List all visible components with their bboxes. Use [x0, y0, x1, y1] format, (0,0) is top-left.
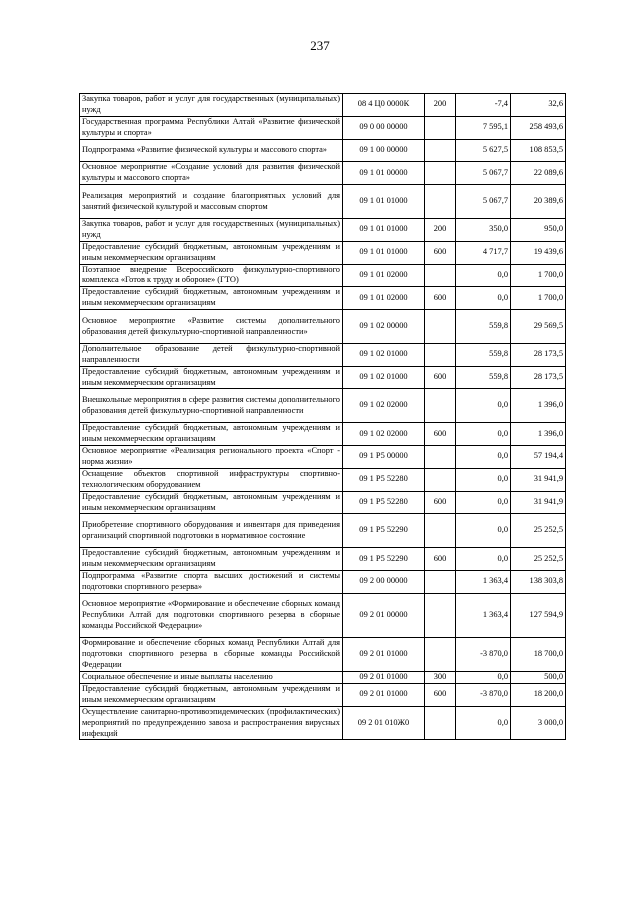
row-name: Государственная программа Республики Алтай «Развитие физической культуры и спорта»	[80, 116, 343, 139]
row-name: Социальное обеспечение и иные выплаты населению	[80, 672, 343, 684]
row-expense-type	[425, 310, 456, 344]
row-amount-change: 0,0	[456, 548, 511, 571]
row-amount-total: 28 173,5	[511, 366, 566, 389]
row-amount-total: 31 941,9	[511, 491, 566, 514]
row-expense-type	[425, 185, 456, 219]
row-amount-change: 559,8	[456, 366, 511, 389]
row-amount-total: 127 594,9	[511, 593, 566, 638]
row-code: 09 1 01 01000	[343, 218, 425, 241]
row-name: Основное мероприятие «Создание условий для развития физической культуры и массового спорта»	[80, 162, 343, 185]
row-amount-change: -7,4	[456, 94, 511, 117]
row-name: Оснащение объектов спортивной инфраструктуры спортивно-технологическим оборудованием	[80, 468, 343, 491]
row-code: 09 1 02 00000	[343, 310, 425, 344]
row-expense-type: 600	[425, 287, 456, 310]
row-code: 09 1 P5 52280	[343, 468, 425, 491]
row-expense-type	[425, 139, 456, 162]
row-code: 09 1 02 01000	[343, 366, 425, 389]
row-code: 09 2 01 01000	[343, 683, 425, 706]
row-code: 09 2 01 00000	[343, 593, 425, 638]
row-code: 09 1 01 02000	[343, 287, 425, 310]
table-row	[80, 287, 566, 310]
row-name: Реализация мероприятий и создание благоприятных условий для занятий физической культурой и массовым спортом	[80, 185, 343, 219]
table-row	[80, 366, 566, 389]
row-code: 09 1 P5 00000	[343, 445, 425, 468]
table-row	[80, 593, 566, 638]
row-amount-change: 1 363,4	[456, 570, 511, 593]
table-row	[80, 116, 566, 139]
row-amount-change: 559,8	[456, 343, 511, 366]
row-name: Закупка товаров, работ и услуг для государственных (муниципальных) нужд	[80, 94, 343, 117]
row-amount-change: 0,0	[456, 706, 511, 740]
row-expense-type	[425, 343, 456, 366]
row-expense-type	[425, 514, 456, 548]
row-code: 09 2 00 00000	[343, 570, 425, 593]
row-expense-type	[425, 264, 456, 287]
row-amount-total: 108 853,5	[511, 139, 566, 162]
row-amount-change: 1 363,4	[456, 593, 511, 638]
table-row	[80, 491, 566, 514]
row-amount-change: -3 870,0	[456, 683, 511, 706]
row-expense-type	[425, 389, 456, 423]
row-name: Внешкольные мероприятия в сфере развития системы дополнительного образования детей физкультурно-спортивной направленности	[80, 389, 343, 423]
row-name: Осуществление санитарно-противоэпидемических (профилактических) мероприятий по предупреждению завоза и распространения вирусных инфекций	[80, 706, 343, 740]
table-row	[80, 139, 566, 162]
row-amount-total: 57 194,4	[511, 445, 566, 468]
row-amount-total: 18 200,0	[511, 683, 566, 706]
row-expense-type: 600	[425, 491, 456, 514]
row-name: Приобретение спортивного оборудования и инвентаря для приведения организаций спортивной подготовки в нормативное состояние	[80, 514, 343, 548]
row-code: 09 1 00 00000	[343, 139, 425, 162]
table-row	[80, 423, 566, 446]
row-name: Подпрограмма «Развитие физической культуры и массового спорта»	[80, 139, 343, 162]
row-amount-change: 0,0	[456, 514, 511, 548]
row-expense-type	[425, 468, 456, 491]
table-row	[80, 162, 566, 185]
row-code: 09 1 P5 52290	[343, 514, 425, 548]
row-amount-total: 32,6	[511, 94, 566, 117]
row-amount-total: 29 569,5	[511, 310, 566, 344]
table-row	[80, 218, 566, 241]
row-code: 09 2 01 010Ж0	[343, 706, 425, 740]
row-expense-type: 300	[425, 672, 456, 684]
row-expense-type: 600	[425, 683, 456, 706]
row-amount-total: 18 700,0	[511, 638, 566, 672]
row-amount-change: 7 595,1	[456, 116, 511, 139]
row-name: Дополнительное образование детей физкультурно-спортивной направленности	[80, 343, 343, 366]
row-expense-type: 200	[425, 218, 456, 241]
row-amount-total: 138 303,8	[511, 570, 566, 593]
row-amount-change: 0,0	[456, 264, 511, 287]
row-code: 09 1 02 02000	[343, 423, 425, 446]
row-amount-total: 1 396,0	[511, 389, 566, 423]
row-code: 09 1 02 02000	[343, 389, 425, 423]
table-row	[80, 343, 566, 366]
row-amount-total: 22 089,6	[511, 162, 566, 185]
row-amount-change: 0,0	[456, 491, 511, 514]
row-amount-total: 1 396,0	[511, 423, 566, 446]
row-amount-change: 0,0	[456, 468, 511, 491]
table-row	[80, 514, 566, 548]
row-expense-type: 600	[425, 548, 456, 571]
row-amount-change: 0,0	[456, 389, 511, 423]
row-expense-type: 200	[425, 94, 456, 117]
row-amount-change: 559,8	[456, 310, 511, 344]
row-code: 09 1 01 01000	[343, 241, 425, 264]
row-code: 09 1 01 00000	[343, 162, 425, 185]
row-expense-type	[425, 593, 456, 638]
row-name: Предоставление субсидий бюджетным, автономным учреждениям и иным некоммерческим организациям	[80, 683, 343, 706]
table-row	[80, 468, 566, 491]
row-amount-total: 31 941,9	[511, 468, 566, 491]
row-expense-type	[425, 445, 456, 468]
row-code: 09 0 00 00000	[343, 116, 425, 139]
row-amount-change: 5 067,7	[456, 185, 511, 219]
table-row	[80, 241, 566, 264]
table-row	[80, 638, 566, 672]
row-name: Предоставление субсидий бюджетным, автономным учреждениям и иным некоммерческим организациям	[80, 366, 343, 389]
table-row	[80, 445, 566, 468]
row-expense-type	[425, 116, 456, 139]
row-amount-total: 1 700,0	[511, 287, 566, 310]
row-name: Предоставление субсидий бюджетным, автономным учреждениям и иным некоммерческим организациям	[80, 423, 343, 446]
row-expense-type	[425, 570, 456, 593]
row-code: 09 1 01 02000	[343, 264, 425, 287]
row-amount-total: 500,0	[511, 672, 566, 684]
row-name: Формирование и обеспечение сборных команд Республики Алтай для подготовки спортивного резерва в сборные команды Российской Федерации	[80, 638, 343, 672]
row-amount-change: 0,0	[456, 423, 511, 446]
row-amount-total: 1 700,0	[511, 264, 566, 287]
row-name: Закупка товаров, работ и услуг для государственных (муниципальных) нужд	[80, 218, 343, 241]
row-name: Основное мероприятие «Формирование и обеспечение сборных команд Республики Алтай для подготовки спортивного резерва в сборные команды Российской Федерации»	[80, 593, 343, 638]
row-expense-type: 600	[425, 241, 456, 264]
table-row	[80, 548, 566, 571]
row-code: 08 4 Ц0 0000К	[343, 94, 425, 117]
row-amount-total: 19 439,6	[511, 241, 566, 264]
row-amount-total: 28 173,5	[511, 343, 566, 366]
row-name: Предоставление субсидий бюджетным, автономным учреждениям и иным некоммерческим организациям	[80, 241, 343, 264]
row-name: Подпрограмма «Развитие спорта высших достижений и системы подготовки спортивного резерва»	[80, 570, 343, 593]
row-code: 09 1 P5 52290	[343, 548, 425, 571]
table-row	[80, 570, 566, 593]
row-name: Основное мероприятие «Развитие системы дополнительного образования детей физкультурно-спортивной направленности»	[80, 310, 343, 344]
table-row	[80, 94, 566, 117]
row-code: 09 2 01 01000	[343, 672, 425, 684]
row-amount-change: -3 870,0	[456, 638, 511, 672]
row-name: Основное мероприятие «Реализация регионального проекта «Спорт - норма жизни»	[80, 445, 343, 468]
row-code: 09 1 01 01000	[343, 185, 425, 219]
row-amount-change: 0,0	[456, 445, 511, 468]
row-name: Предоставление субсидий бюджетным, автономным учреждениям и иным некоммерческим организациям	[80, 491, 343, 514]
row-amount-total: 25 252,5	[511, 514, 566, 548]
row-amount-total: 20 389,6	[511, 185, 566, 219]
row-amount-total: 258 493,6	[511, 116, 566, 139]
row-expense-type: 600	[425, 366, 456, 389]
row-code: 09 1 02 01000	[343, 343, 425, 366]
row-amount-change: 350,0	[456, 218, 511, 241]
row-amount-change: 0,0	[456, 287, 511, 310]
row-amount-total: 25 252,5	[511, 548, 566, 571]
row-amount-total: 3 000,0	[511, 706, 566, 740]
row-expense-type	[425, 706, 456, 740]
budget-table	[79, 93, 566, 740]
row-name: Предоставление субсидий бюджетным, автономным учреждениям и иным некоммерческим организациям	[80, 287, 343, 310]
table-row	[80, 310, 566, 344]
table-row	[80, 683, 566, 706]
page-number: 237	[310, 38, 330, 53]
table-row	[80, 264, 566, 287]
row-amount-change: 4 717,7	[456, 241, 511, 264]
row-amount-total: 950,0	[511, 218, 566, 241]
row-code: 09 2 01 01000	[343, 638, 425, 672]
row-code: 09 1 P5 52280	[343, 491, 425, 514]
row-amount-change: 0,0	[456, 672, 511, 684]
row-expense-type	[425, 162, 456, 185]
table-row	[80, 706, 566, 740]
table-row	[80, 389, 566, 423]
row-expense-type	[425, 638, 456, 672]
table-row	[80, 185, 566, 219]
row-name: Поэтапное внедрение Всероссийского физкультурно-спортивного комплекса «Готов к труду и обороне» (ГТО)	[80, 264, 343, 287]
row-name: Предоставление субсидий бюджетным, автономным учреждениям и иным некоммерческим организациям	[80, 548, 343, 571]
row-expense-type: 600	[425, 423, 456, 446]
row-amount-change: 5 067,7	[456, 162, 511, 185]
table-row	[80, 672, 566, 684]
row-amount-change: 5 627,5	[456, 139, 511, 162]
